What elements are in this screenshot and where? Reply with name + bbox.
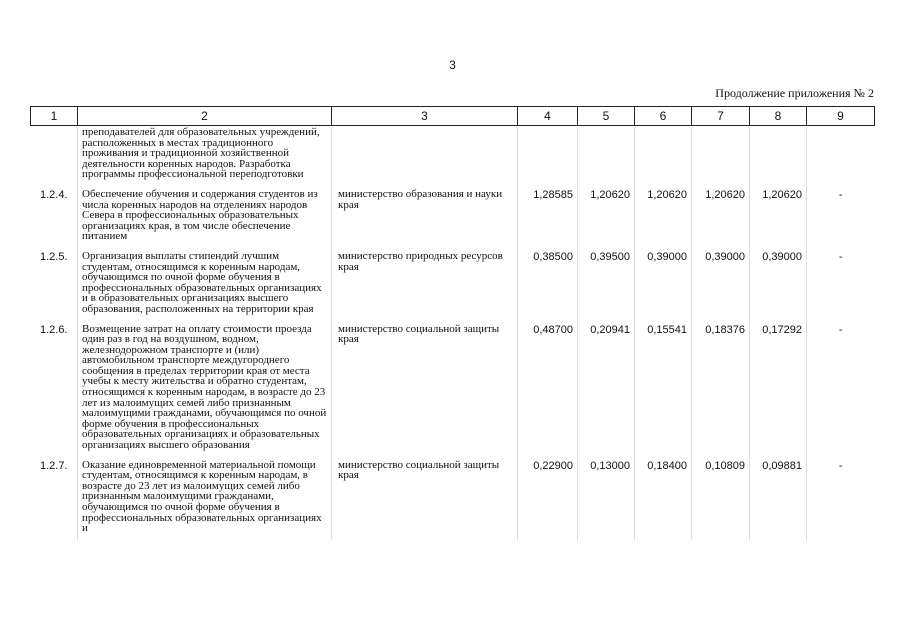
row-description: Обеспечение обучения и содержания студентов из числа коренных народов на отделениях народов Севера в профессиональных образовательных организациях края, в том числе обеспечение питанием	[78, 186, 332, 248]
table-row	[31, 321, 875, 457]
column-header: 1	[31, 107, 78, 126]
table-row	[31, 186, 875, 248]
column-header: 5	[578, 107, 635, 126]
row-number: 1.2.7.	[31, 457, 78, 540]
row-value-4: 0,48700	[518, 321, 578, 457]
row-value-8: 1,20620	[750, 186, 807, 248]
row-description: преподавателей для образовательных учреждений, расположенных в местах традиционного проживания и традиционной хозяйственной деятельности коренных народов. Разработка программы профессиональной переподготовки	[78, 126, 332, 186]
row-value-4: 1,28585	[518, 186, 578, 248]
row-value-5	[578, 126, 635, 186]
row-value-8: 0,17292	[750, 321, 807, 457]
row-value-7: 1,20620	[692, 186, 750, 248]
row-description: Организация выплаты стипендий лучшим студентам, относящимся к коренным народам, обучающимся по очной форме обучения в профессиональных образовательных организациях и в образовательных организациях высшего образования, расположенных на территории края	[78, 248, 332, 321]
column-header: 2	[78, 107, 332, 126]
row-value-6: 1,20620	[635, 186, 692, 248]
row-number: 1.2.4.	[31, 186, 78, 248]
column-header: 4	[518, 107, 578, 126]
row-executor: министерство природных ресурсов края	[332, 248, 518, 321]
row-executor	[332, 126, 518, 186]
column-header: 6	[635, 107, 692, 126]
row-value-7: 0,10809	[692, 457, 750, 540]
row-value-7: 0,18376	[692, 321, 750, 457]
table-row	[31, 248, 875, 321]
row-value-4: 0,22900	[518, 457, 578, 540]
row-value-4: 0,38500	[518, 248, 578, 321]
row-executor: министерство образования и науки края	[332, 186, 518, 248]
row-executor: министерство социальной защиты края	[332, 321, 518, 457]
column-header: 3	[332, 107, 518, 126]
row-number	[31, 126, 78, 186]
row-value-9: -	[807, 248, 875, 321]
row-value-5: 0,20941	[578, 321, 635, 457]
row-value-6	[635, 126, 692, 186]
row-value-9	[807, 126, 875, 186]
row-value-5: 0,13000	[578, 457, 635, 540]
table-row	[31, 457, 875, 540]
row-number: 1.2.6.	[31, 321, 78, 457]
page-number: 3	[449, 58, 456, 72]
row-value-6: 0,18400	[635, 457, 692, 540]
row-value-7: 0,39000	[692, 248, 750, 321]
row-value-9: -	[807, 457, 875, 540]
row-value-9: -	[807, 186, 875, 248]
row-value-6: 0,39000	[635, 248, 692, 321]
row-executor: министерство социальной защиты края	[332, 457, 518, 540]
column-header: 9	[807, 107, 875, 126]
row-value-5: 1,20620	[578, 186, 635, 248]
row-description: Возмещение затрат на оплату стоимости проезда один раз в год на воздушном, водном, железнодорожном транспорте и (или) автомобильном транспорте междугороднего сообщения в пределах территории края от места учебы к месту жительства и обратно студентам, относящимся к коренным народам, в возрасте до 23 лет из малоимущих семей либо признанным малоимущими гражданами, обучающимся по очной форме обучения в профессиональных образовательных организациях и образовательных организациях высшего образования	[78, 321, 332, 457]
row-value-8	[750, 126, 807, 186]
row-value-8: 0,39000	[750, 248, 807, 321]
continuation-label: Продолжение приложения № 2	[715, 86, 874, 100]
row-description: Оказание единовременной материальной помощи студентам, относящимся к коренным народам, в возрасте до 23 лет из малоимущих семей либо признанным малоимущими гражданами, обучающимся по очной форме обучения в профессиональных образовательных организациях и	[78, 457, 332, 540]
column-header: 7	[692, 107, 750, 126]
table-header	[31, 107, 875, 126]
row-value-4	[518, 126, 578, 186]
column-header: 8	[750, 107, 807, 126]
row-value-7	[692, 126, 750, 186]
table-row	[31, 126, 875, 186]
row-number: 1.2.5.	[31, 248, 78, 321]
appendix-table	[30, 106, 875, 540]
row-value-6: 0,15541	[635, 321, 692, 457]
row-value-9: -	[807, 321, 875, 457]
row-value-5: 0,39500	[578, 248, 635, 321]
row-value-8: 0,09881	[750, 457, 807, 540]
